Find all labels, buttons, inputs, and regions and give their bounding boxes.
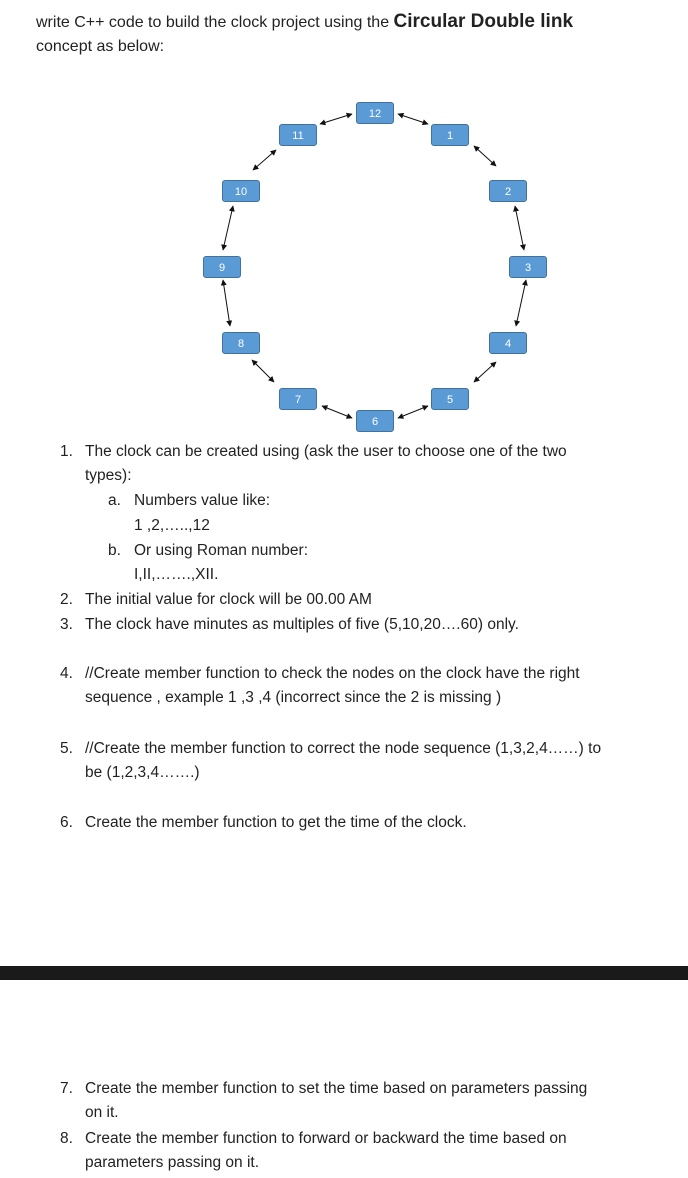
item-text-cont: sequence , example 1 ,3 ,4 (incorrect since the 2 is missing ) [85, 689, 502, 706]
item-number: 8. [60, 1130, 73, 1147]
item-text: //Create the member function to correct the node sequence (1,3,2,4……) to [85, 740, 602, 757]
arrow-11-12 [320, 114, 352, 124]
clock-node-2: 2 [489, 180, 527, 202]
clock-arrows [0, 90, 688, 440]
sub-item-label: a. [108, 492, 121, 509]
arrow-1-2 [474, 146, 496, 166]
item-number: 1. [60, 443, 73, 460]
arrow-7-8 [252, 360, 274, 382]
item-text: The clock have minutes as multiples of five (5,10,20….60) only. [85, 616, 519, 633]
arrow-10-11 [253, 150, 276, 170]
clock-node-7: 7 [279, 388, 317, 410]
clock-node-8: 8 [222, 332, 260, 354]
sub-item-text: Or using Roman number: [134, 542, 309, 559]
item-text: The initial value for clock will be 00.00 AM [85, 591, 372, 608]
arrow-12-1 [398, 114, 428, 124]
item-text-cont: be (1,2,3,4…….) [85, 764, 200, 781]
arrow-8-9 [223, 280, 230, 326]
sub-item-value: 1 ,2,…..,12 [134, 517, 210, 534]
clock-node-4: 4 [489, 332, 527, 354]
item-text-cont: types): [85, 467, 132, 484]
clock-node-10: 10 [222, 180, 260, 202]
sub-item-text: Numbers value like: [134, 492, 271, 509]
sub-item-label: b. [108, 542, 121, 559]
sub-item-value: I,II,…….,XII. [134, 566, 219, 583]
intro-paragraph [36, 10, 656, 59]
arrow-4-5 [474, 362, 496, 382]
clock-node-1: 1 [431, 124, 469, 146]
clock-diagram [0, 90, 688, 440]
item-text-cont: parameters passing on it. [85, 1154, 260, 1171]
arrow-3-4 [516, 280, 526, 326]
arrow-9-10 [223, 206, 233, 250]
item-number: 2. [60, 591, 73, 608]
clock-node-6: 6 [356, 410, 394, 432]
item-text: Create the member function to get the time of the clock. [85, 814, 467, 831]
intro-prefix: write C++ code to build the clock project using the [36, 14, 394, 31]
item-text: The clock can be created using (ask the user to choose one of the two [85, 443, 567, 460]
item-text: Create the member function to set the time based on parameters passing [85, 1080, 588, 1097]
intro-line2: concept as below: [36, 38, 165, 55]
clock-node-9: 9 [203, 256, 241, 278]
page-break-bar [0, 966, 688, 980]
arrow-6-7 [322, 406, 352, 418]
item-text: //Create member function to check the nodes on the clock have the right [85, 665, 580, 682]
item-number: 3. [60, 616, 73, 633]
item-text-cont: on it. [85, 1104, 119, 1121]
item-text: Create the member function to forward or backward the time based on [85, 1130, 567, 1147]
arrow-5-6 [398, 406, 428, 418]
clock-node-3: 3 [509, 256, 547, 278]
clock-node-12: 12 [356, 102, 394, 124]
item-number: 6. [60, 814, 73, 831]
clock-node-5: 5 [431, 388, 469, 410]
clock-node-11: 11 [279, 124, 317, 146]
arrow-2-3 [515, 206, 524, 250]
intro-bold-term: Circular Double link [393, 11, 574, 32]
item-number: 7. [60, 1080, 73, 1097]
item-number: 4. [60, 665, 73, 682]
item-number: 5. [60, 740, 73, 757]
